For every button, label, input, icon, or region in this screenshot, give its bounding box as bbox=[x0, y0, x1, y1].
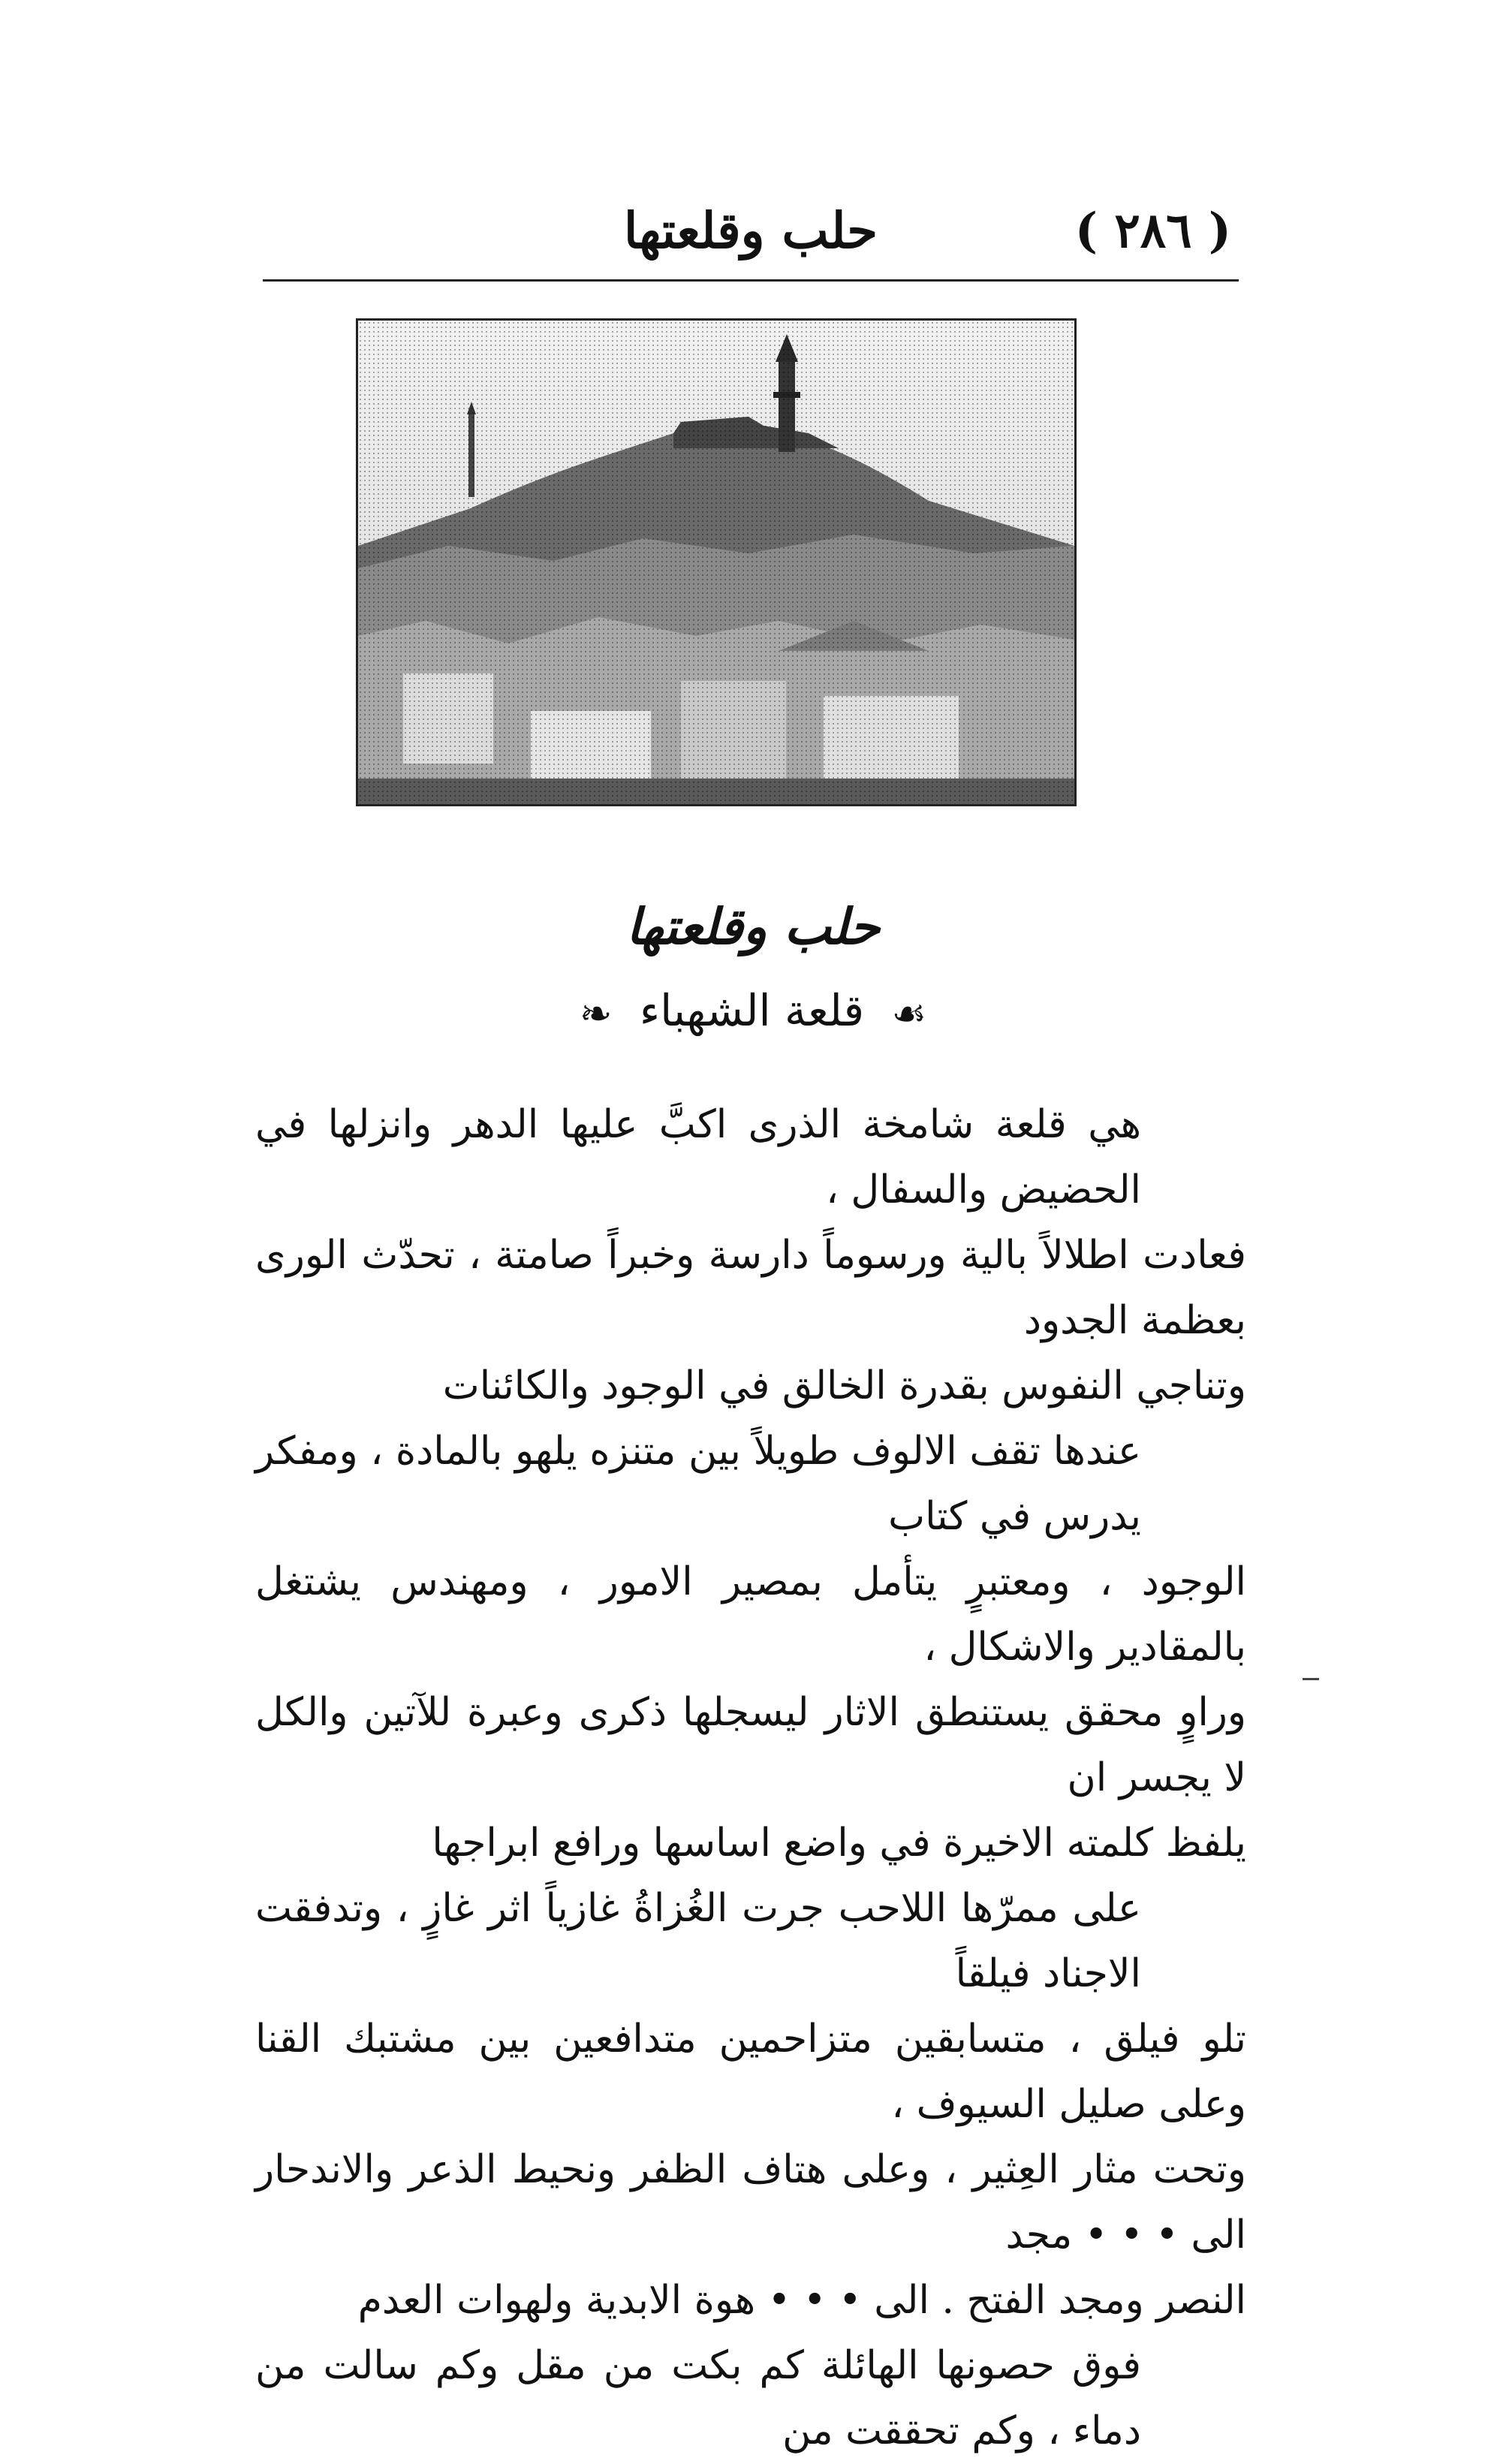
paragraph bbox=[255, 1876, 1246, 2333]
page-number: ( ٢٨٦ ) bbox=[1074, 203, 1231, 259]
text-line: فوق حصونها الهائلة كم بكت من مقل وكم سالت من دماء ، وكم تحققت من bbox=[255, 2343, 1141, 2453]
text-line: على ممرّها اللاحب جرت الغُزاةُ غازياً اثر غازٍ ، وتدفقت الاجناد فيلقاً bbox=[255, 1886, 1141, 1996]
halftone-texture bbox=[358, 321, 1074, 804]
paragraph bbox=[255, 1092, 1246, 1419]
text-line: وتناجي النفوس بقدرة الخالق في الوجود والكائنات bbox=[442, 1363, 1246, 1408]
text-line: النصر ومجد الفتح . الى • • • هوة الابدية ولهوات العدم bbox=[357, 2278, 1246, 2323]
text-line: فعادت اطلالاً بالية ورسوماً دارسة وخبراً صامتة ، تحدّث الورى بعظمة الجدود bbox=[255, 1233, 1246, 1343]
paragraph bbox=[255, 2333, 1246, 2464]
section-title: حلب وقلعتها bbox=[626, 897, 880, 956]
text-line: هي قلعة شامخة الذرى اكبَّ عليها الدهر وانزلها في الحضيض والسفال ، bbox=[255, 1102, 1141, 1212]
text-line: يلفظ كلمته الاخيرة في واضع اساسها ورافع ابراجها bbox=[432, 1821, 1246, 1866]
fleuron-icon: ❧ bbox=[579, 991, 613, 1037]
body-text bbox=[255, 1092, 1246, 2464]
paragraph bbox=[255, 1419, 1246, 1876]
text-line: تلو فيلق ، متسابقين متزاحمين متدافعين بين مشتبك القنا وعلى صليل السيوف ، bbox=[255, 2017, 1246, 2127]
text-line: وتحت مثار العِثير ، وعلى هتاف الظفر ونحيط الذعر والاندحار الى • • • مجد bbox=[255, 2147, 1246, 2258]
running-title: حلب وقلعتها bbox=[624, 201, 878, 260]
text-line: عندها تقف الالوف طويلاً بين متنزه يلهو بالمادة ، ومفكر يدرس في كتاب bbox=[255, 1429, 1141, 1539]
page-header bbox=[263, 195, 1239, 278]
header-rule bbox=[263, 279, 1239, 282]
subtitle-text: قلعة الشهباء bbox=[639, 985, 865, 1036]
aleppo-citadel-photo bbox=[356, 318, 1077, 806]
margin-mark bbox=[1303, 1678, 1319, 1680]
text-line: وراوٍ محقق يستنطق الاثار ليسجلها ذكرى وعبرة للآتين والكل لا يجسر ان bbox=[255, 1690, 1246, 1800]
text-line: الوجود ، ومعتبرٍ يتأمل بمصير الامور ، ومهندس يشتغل بالمقادير والاشكال ، bbox=[255, 1559, 1246, 1670]
section-subtitle bbox=[0, 985, 1506, 1037]
fleuron-icon: ☙ bbox=[891, 991, 927, 1037]
citadel-photo-illustration bbox=[358, 321, 1074, 804]
